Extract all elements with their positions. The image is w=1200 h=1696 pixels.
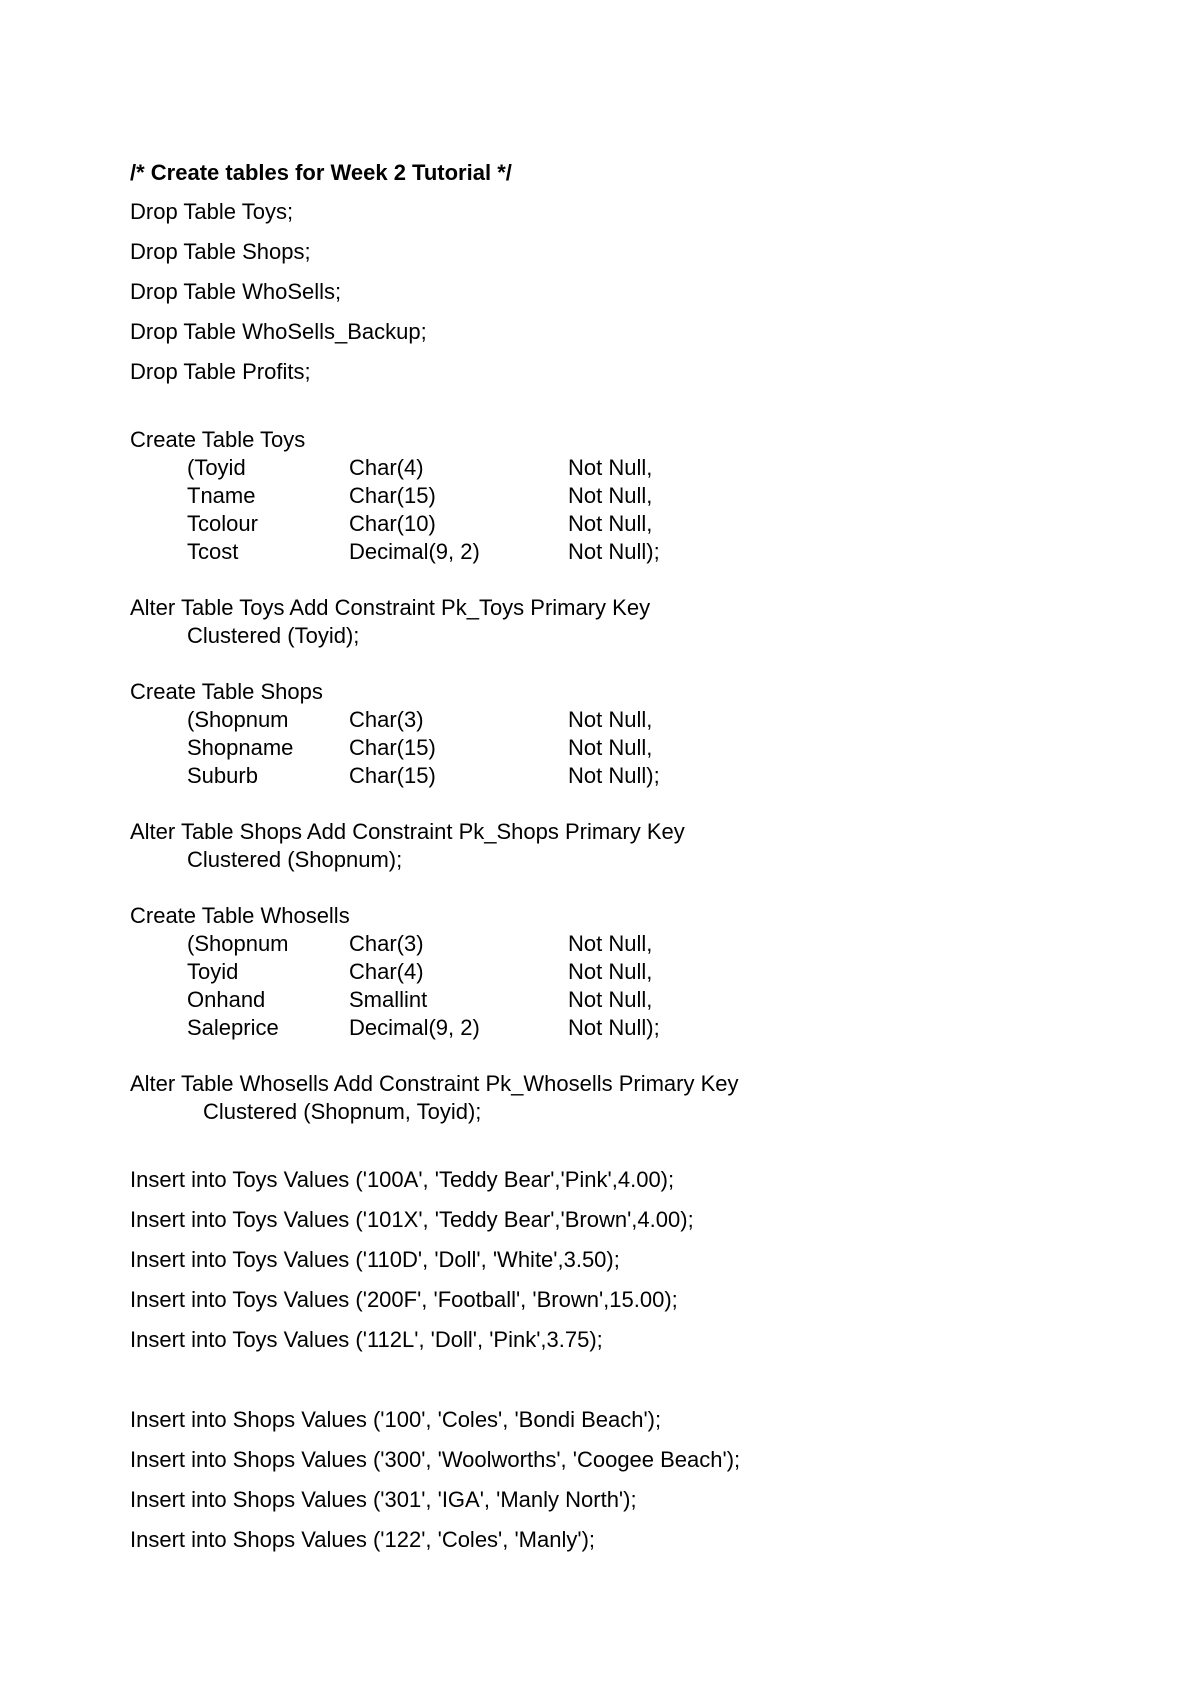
column-null: Not Null, bbox=[568, 707, 653, 732]
column-type: Char(4) bbox=[349, 455, 424, 480]
column-type: Char(15) bbox=[349, 483, 436, 508]
create-whosells-header: Create Table Whosells bbox=[130, 903, 350, 928]
drop-statement: Drop Table Toys; bbox=[130, 199, 294, 224]
column-name: Toyid bbox=[187, 959, 239, 984]
document-title: /* Create tables for Week 2 Tutorial */ bbox=[130, 160, 512, 185]
insert-toys-statement: Insert into Toys Values ('112L', 'Doll', 'Pink',3.75); bbox=[130, 1327, 603, 1352]
alter-toys-line: Alter Table Toys Add Constraint Pk_Toys Primary Key bbox=[130, 595, 651, 620]
column-name: (Toyid bbox=[187, 455, 246, 480]
create-shops-header: Create Table Shops bbox=[130, 679, 323, 704]
alter-whosells-clustered: Clustered (Shopnum, Toyid); bbox=[203, 1099, 482, 1124]
column-type: Decimal(9, 2) bbox=[349, 539, 480, 564]
column-type: Char(15) bbox=[349, 735, 436, 760]
column-name: Shopname bbox=[187, 735, 294, 760]
insert-toys-statement: Insert into Toys Values ('101X', 'Teddy Bear','Brown',4.00); bbox=[130, 1207, 694, 1232]
insert-shops-statement: Insert into Shops Values ('300', 'Woolworths', 'Coogee Beach'); bbox=[130, 1447, 741, 1472]
column-null: Not Null, bbox=[568, 511, 653, 536]
column-name: Onhand bbox=[187, 987, 266, 1012]
column-type: Char(4) bbox=[349, 959, 424, 984]
insert-toys-statement: Insert into Toys Values ('100A', 'Teddy Bear','Pink',4.00); bbox=[130, 1167, 675, 1192]
column-null: Not Null, bbox=[568, 987, 653, 1012]
alter-toys-clustered: Clustered (Toyid); bbox=[187, 623, 360, 648]
create-toys-header: Create Table Toys bbox=[130, 427, 306, 452]
column-type: Char(15) bbox=[349, 763, 436, 788]
alter-shops-line: Alter Table Shops Add Constraint Pk_Shops Primary Key bbox=[130, 819, 685, 844]
column-type: Char(10) bbox=[349, 511, 436, 536]
column-type: Decimal(9, 2) bbox=[349, 1015, 480, 1040]
insert-toys-statement: Insert into Toys Values ('200F', 'Football', 'Brown',15.00); bbox=[130, 1287, 678, 1312]
column-null: Not Null, bbox=[568, 483, 653, 508]
column-name: Suburb bbox=[187, 763, 258, 788]
column-name: Tcolour bbox=[187, 511, 258, 536]
drop-statement: Drop Table Shops; bbox=[130, 239, 311, 264]
column-name: Tcost bbox=[187, 539, 239, 564]
column-name: Tname bbox=[187, 483, 256, 508]
insert-shops-statement: Insert into Shops Values ('122', 'Coles', 'Manly'); bbox=[130, 1527, 596, 1552]
drop-statement: Drop Table WhoSells; bbox=[130, 279, 342, 304]
column-null: Not Null, bbox=[568, 735, 653, 760]
column-null: Not Null); bbox=[568, 539, 660, 564]
column-null: Not Null, bbox=[568, 931, 653, 956]
alter-shops-clustered: Clustered (Shopnum); bbox=[187, 847, 403, 872]
column-type: Char(3) bbox=[349, 707, 424, 732]
column-name: Saleprice bbox=[187, 1015, 279, 1040]
drop-statement: Drop Table Profits; bbox=[130, 359, 311, 384]
column-null: Not Null, bbox=[568, 959, 653, 984]
insert-shops-statement: Insert into Shops Values ('301', 'IGA', 'Manly North'); bbox=[130, 1487, 637, 1512]
drop-statement: Drop Table WhoSells_Backup; bbox=[130, 319, 427, 344]
column-type: Smallint bbox=[349, 987, 428, 1012]
column-null: Not Null); bbox=[568, 763, 660, 788]
column-null: Not Null); bbox=[568, 1015, 660, 1040]
column-name: (Shopnum bbox=[187, 931, 289, 956]
column-type: Char(3) bbox=[349, 931, 424, 956]
column-name: (Shopnum bbox=[187, 707, 289, 732]
insert-shops-statement: Insert into Shops Values ('100', 'Coles', 'Bondi Beach'); bbox=[130, 1407, 662, 1432]
alter-whosells-line: Alter Table Whosells Add Constraint Pk_Whosells Primary Key bbox=[130, 1071, 739, 1096]
column-null: Not Null, bbox=[568, 455, 653, 480]
insert-toys-statement: Insert into Toys Values ('110D', 'Doll', 'White',3.50); bbox=[130, 1247, 620, 1272]
